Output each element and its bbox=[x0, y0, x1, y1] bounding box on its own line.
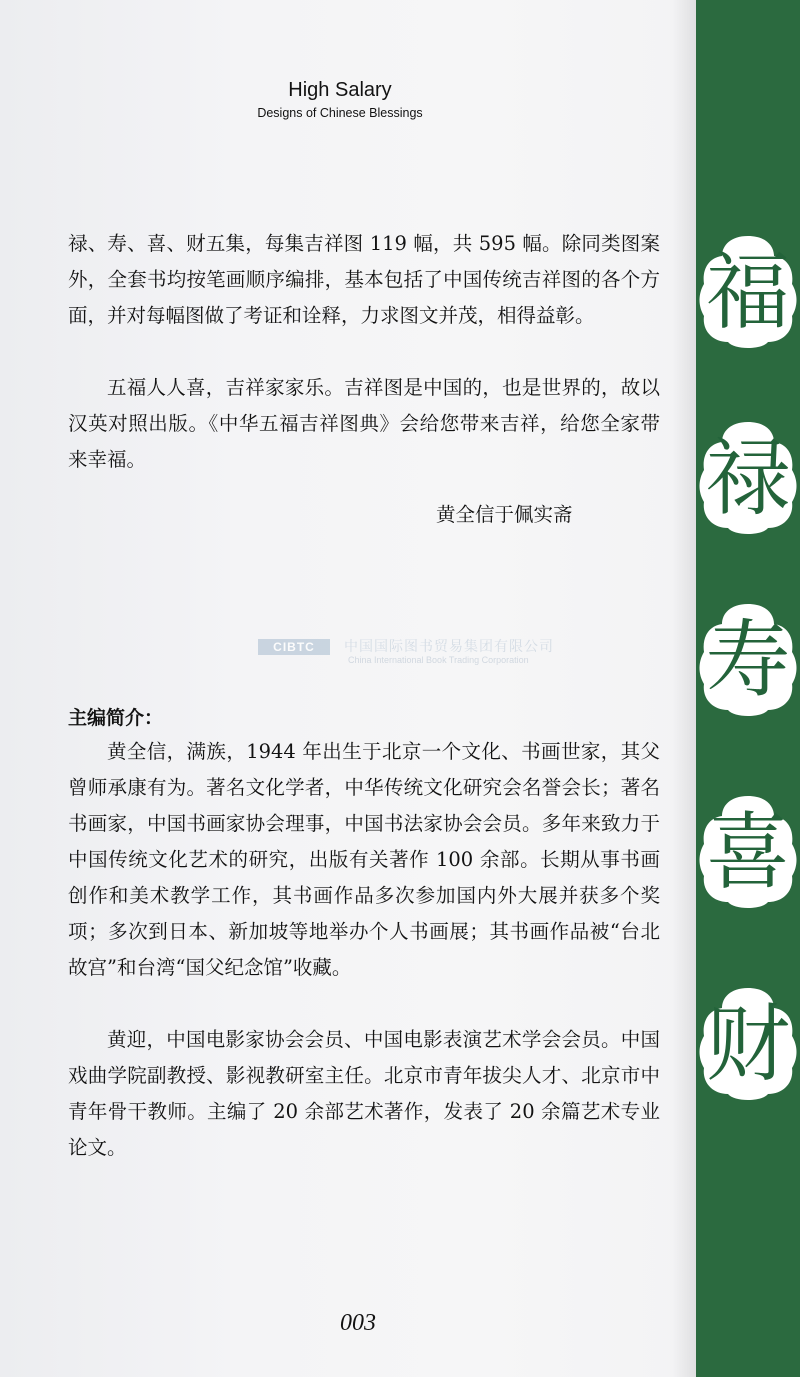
watermark-chinese-name: 中国国际图书贸易集团有限公司 bbox=[344, 639, 554, 655]
watermark-english-name: China International Book Trading Corporation bbox=[348, 655, 529, 665]
blessing-tile-cai bbox=[698, 984, 798, 1104]
paragraph-editor-huang-quanxin: 黄全信，满族，1944 年出生于北京一个文化、书画世家，其父曾师承康有为。著名文化学者，中华传统文化研究会名誉会长；著名书画家，中国书画家协会理事，中国书法家协会会员。多年来致力于中国传统文化艺术的研究，出版有关著作 100 余部。长期从事书画创作和美术教学工作，其书画作品多次参加国内外大展并获多个奖项；多次到日本、新加坡等地举办个人书画展；其书画作品被“台北故宫”和台湾“国父纪念馆”收藏。 bbox=[68, 740, 660, 979]
blessing-char-xi: 喜 bbox=[705, 803, 790, 901]
paragraph-editor-huang-ying: 黄迎，中国电影家协会会员、中国电影表演艺术学会会员。中国戏曲学院副教授、影视教研室主任。北京市青年拔尖人才、北京市中青年骨干教师。主编了 20 余部艺术著作，发表了 20 余篇艺术专业论文。 bbox=[68, 1028, 660, 1159]
publisher-watermark bbox=[258, 636, 558, 672]
watermark-logo: CIBTC bbox=[258, 639, 330, 655]
blessing-side-band bbox=[696, 0, 800, 1377]
page-number: 003 bbox=[340, 1310, 376, 1336]
blessing-char-lu: 禄 bbox=[705, 429, 790, 527]
blessing-char-cai: 财 bbox=[705, 995, 790, 1093]
page-gutter-shadow bbox=[672, 0, 696, 1377]
paragraph-book-structure: 禄、寿、喜、财五集，每集吉祥图 119 幅，共 595 幅。除同类图案外，全套书均按笔画顺序编排，基本包括了中国传统吉祥图的各个方面，并对每幅图做了考证和诠释，力求图文并茂，相得益彰。 bbox=[68, 232, 660, 327]
editor-intro-heading: 主编简介： bbox=[68, 707, 164, 729]
running-header bbox=[170, 78, 510, 122]
blessing-tile-xi bbox=[698, 792, 798, 912]
header-title: High Salary bbox=[288, 79, 392, 101]
blessing-tile-shou bbox=[698, 600, 798, 720]
blessing-tile-fu bbox=[698, 232, 798, 352]
blessing-tile-lu bbox=[698, 418, 798, 538]
blessing-char-fu: 福 bbox=[705, 243, 790, 341]
header-subtitle: Designs of Chinese Blessings bbox=[257, 106, 423, 120]
author-signature: 黄全信于佩实斋 bbox=[436, 503, 573, 526]
blessing-char-shou: 寿 bbox=[705, 611, 790, 709]
paragraph-blessing: 五福人人喜，吉祥家家乐。吉祥图是中国的，也是世界的，故以汉英对照出版。《中华五福吉祥图典》会给您带来吉祥，给您全家带来幸福。 bbox=[68, 376, 660, 471]
